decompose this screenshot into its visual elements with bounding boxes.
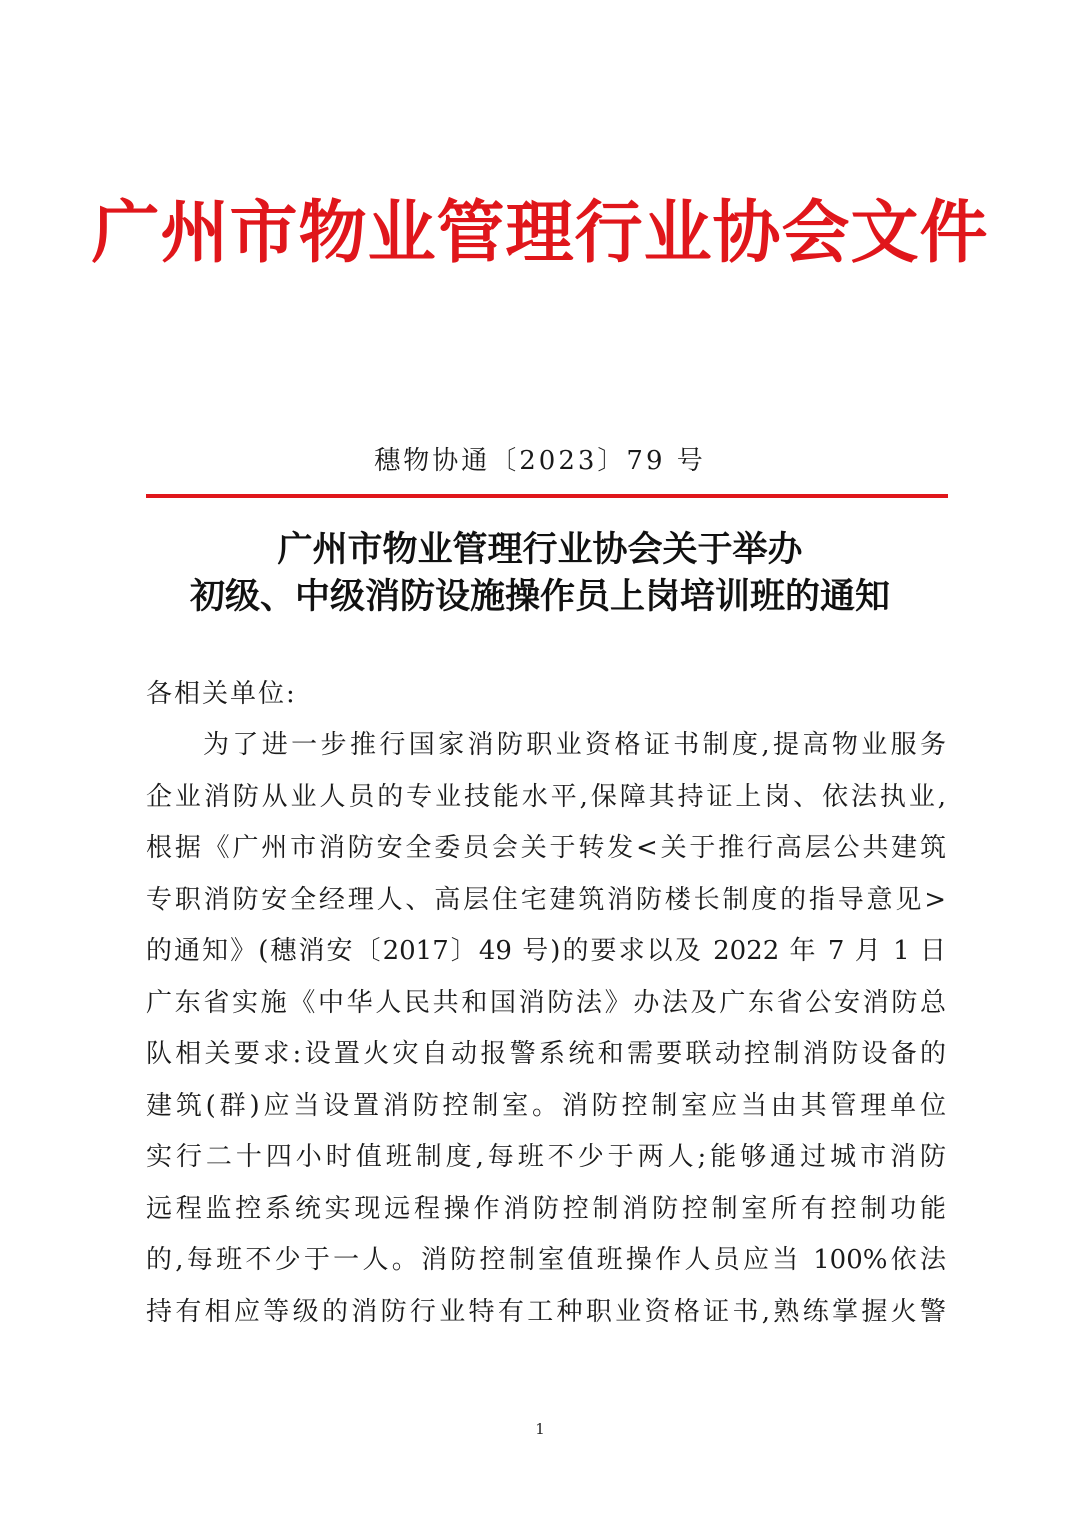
body-line: 为了进一步推行国家消防职业资格证书制度,提高物业服务: [203, 730, 946, 760]
body-line: 根据《广州市消防安全委员会关于转发<关于推行高层公共建筑: [146, 833, 946, 863]
body-line: 远程监控系统实现远程操作消防控制消防控制室所有控制功能: [146, 1193, 946, 1224]
body-line: 队相关要求:设置火灾自动报警系统和需要联动控制消防设备的: [146, 1039, 946, 1069]
notice-title-line-2: 初级、中级消防设施操作员上岗培训班的通知: [189, 576, 890, 617]
body-line: 的,每班不少于一人。消防控制室值班操作人员应当 100%依法: [146, 1245, 946, 1275]
document-number: 穗物协通〔2023〕79 号: [374, 446, 706, 476]
body-line: 实行二十四小时值班制度,每班不少于两人;能够通过城市消防: [146, 1142, 946, 1172]
notice-title-line-1: 广州市物业管理行业协会关于举办: [277, 529, 803, 570]
body-line: 持有相应等级的消防行业特有工种职业资格证书,熟练掌握火警: [146, 1296, 946, 1327]
body-line: 专职消防安全经理人、高层住宅建筑消防楼长制度的指导意见>: [146, 884, 946, 915]
body-line: 建筑(群)应当设置消防控制室。消防控制室应当由其管理单位: [146, 1090, 946, 1121]
body-line: 的通知》(穗消安〔2017〕49 号)的要求以及 2022 年 7 月 1 日: [146, 936, 946, 966]
notice-title: [0, 526, 1080, 620]
body-line: 广东省实施《中华人民共和国消防法》办法及广东省公安消防总: [146, 987, 946, 1018]
body-paragraph: [146, 727, 946, 1345]
masthead-title: 广州市物业管理行业协会文件: [91, 193, 989, 273]
body-line: 企业消防从业人员的专业技能水平,保障其持证上岗、依法执业,: [146, 781, 946, 812]
red-divider-line: [146, 494, 948, 498]
salutation: 各相关单位:: [146, 679, 297, 709]
page-number: 1: [535, 1420, 545, 1438]
